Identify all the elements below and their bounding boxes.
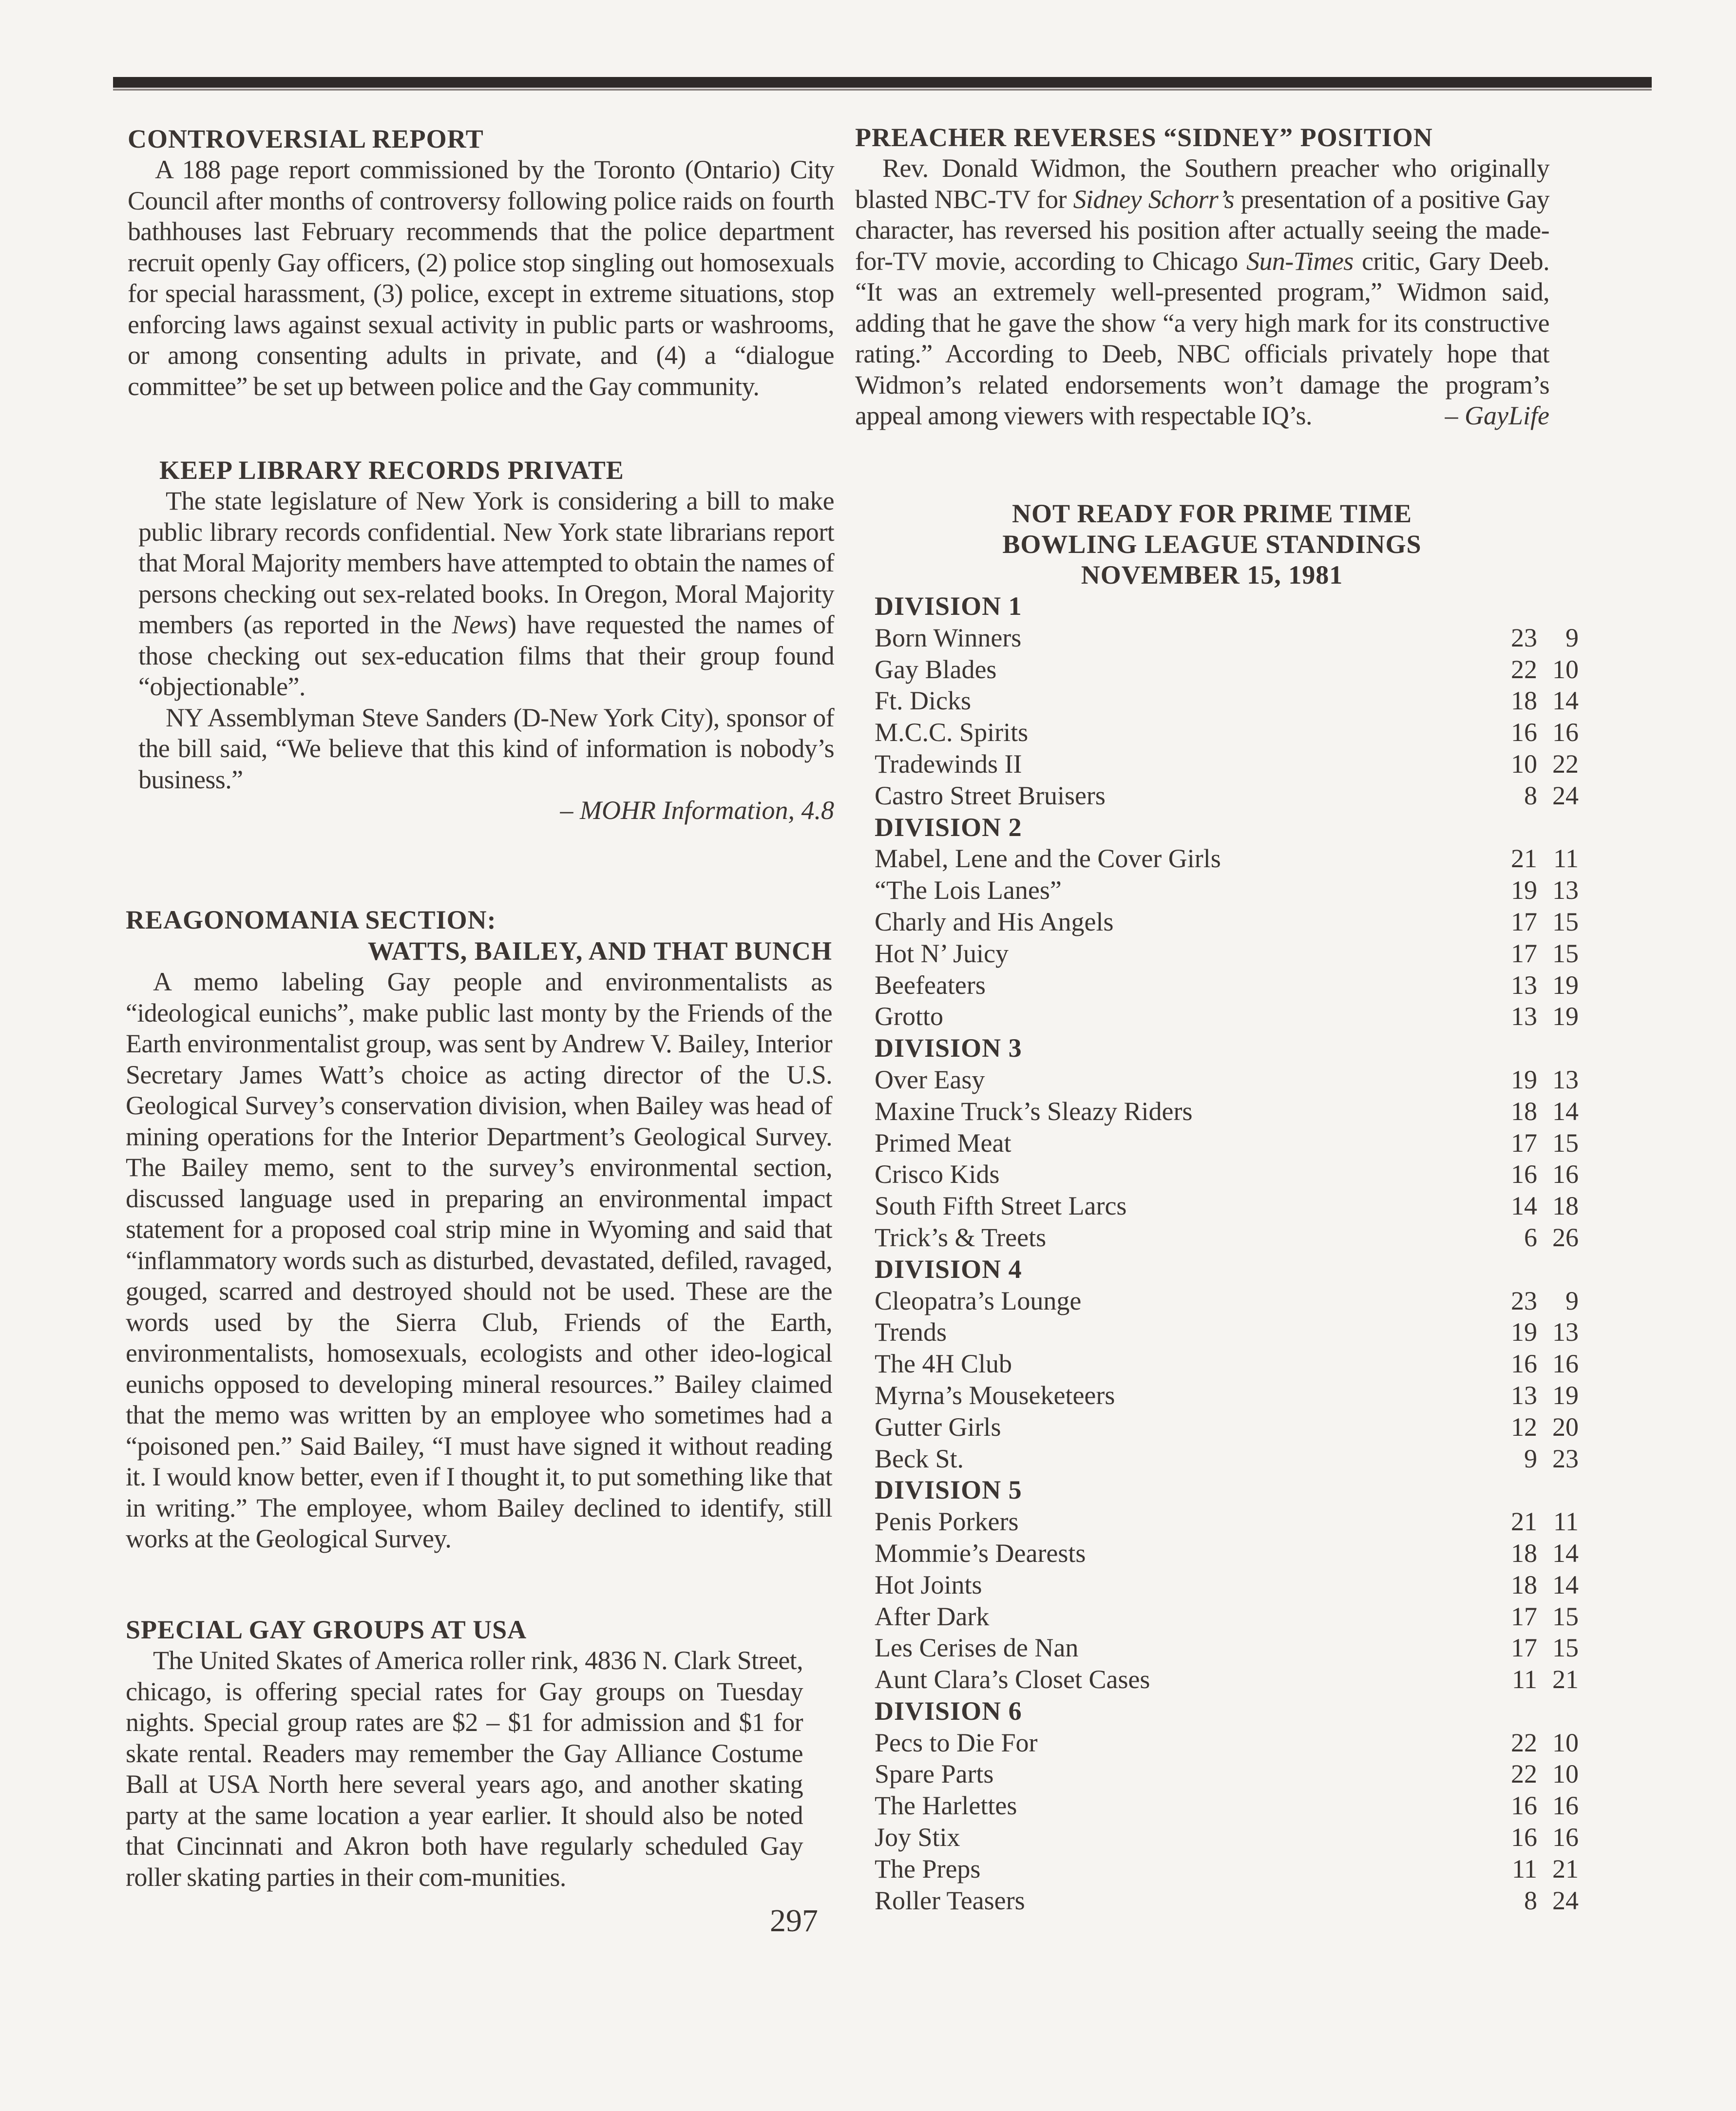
wins: 23 <box>1511 1286 1537 1315</box>
wins: 22 <box>1511 1759 1537 1789</box>
division-heading: DIVISION 1 <box>875 591 1022 621</box>
team-name: Gutter Girls <box>875 1412 1001 1442</box>
top-rule-thin <box>113 89 1652 91</box>
division-heading: DIVISION 6 <box>875 1696 1022 1726</box>
losses: 24 <box>1552 1885 1579 1915</box>
page-number: 297 <box>770 1903 818 1939</box>
losses: 14 <box>1552 1096 1579 1126</box>
wins: 13 <box>1511 1002 1537 1031</box>
losses: 9 <box>1565 1286 1579 1315</box>
wins: 23 <box>1511 623 1537 652</box>
table-row <box>875 1380 1579 1411</box>
wins: 19 <box>1511 875 1537 905</box>
table-row <box>875 1159 1579 1190</box>
text: critic, Gary Deeb. “It was an extremely well-presented program,” Widmon said, adding that he gave the show “a very high mark for its constructive rating.” According to Deeb, NBC officials privately hope that Widmon’s related endorsements won’t damage the program’s appeal among viewers with respectable IQ’s. <box>855 246 1549 430</box>
losses: 21 <box>1552 1854 1579 1883</box>
article-reagonomania <box>126 904 832 1555</box>
division-heading: DIVISION 4 <box>875 1254 1022 1284</box>
article-heading: REAGONOMANIA SECTION: <box>126 905 496 934</box>
wins: 10 <box>1511 749 1537 779</box>
team-name: Ft. Dicks <box>875 686 972 716</box>
standings-table <box>875 590 1579 1916</box>
losses: 15 <box>1552 1128 1579 1158</box>
article-body <box>855 153 1549 432</box>
wins: 14 <box>1511 1191 1537 1221</box>
team-name: Joy Stix <box>875 1823 960 1852</box>
losses: 14 <box>1552 1538 1579 1568</box>
team-name: Myrna’s Mouseketeers <box>875 1380 1115 1410</box>
team-name: After Dark <box>875 1601 990 1631</box>
losses: 14 <box>1552 686 1579 716</box>
article-body: A memo labeling Gay people and environmentalists as “ideological eunichs”, make public last monty by the Friends of the Earth environmentalist group, was sent by Andrew V. Bailey, Interior Secretary James Watt’s choice as acting director of the U.S. Geological Survey’s conservation division, when Bailey was head of mining operations for the Interior Department’s Geological Survey. The Bailey memo, sent to the survey’s environmental section, discussed language used in preparing an environmental impact statement for a proposed coal strip mine in Wyoming and said that “inflammatory words such as disturbed, devastated, defiled, ravaged, gouged, scarred and destroyed should not be used. These are the words used by the Sierra Club, Friends of the Earth, environmentalists, homosexuals, ecologists and other ideo-logical eunichs opposed to developing mineral resources.” Bailey claimed that the memo was written by an employee who sometimes had a “poisoned pen.” Said Bailey, “I must have signed it without reading it. I would know better, even if I thought it, to put something like that in writing.” The employee, whom Bailey declined to identify, still works at the Geological Survey. <box>126 967 832 1553</box>
losses: 26 <box>1552 1222 1579 1252</box>
title-italic: Sidney Schorr’s <box>1073 184 1234 214</box>
table-row <box>875 748 1579 780</box>
article-body <box>128 486 834 703</box>
table-row <box>875 1127 1579 1159</box>
wins: 17 <box>1511 1633 1537 1663</box>
wins: 21 <box>1511 1507 1537 1537</box>
team-name: Penis Porkers <box>875 1507 1019 1537</box>
losses: 14 <box>1552 1570 1579 1599</box>
team-name: Hot Joints <box>875 1570 982 1599</box>
team-name: M.C.C. Spirits <box>875 718 1029 747</box>
wins: 17 <box>1511 1128 1537 1158</box>
article-preacher-reverses <box>855 122 1549 432</box>
losses: 9 <box>1565 623 1579 652</box>
division-heading: DIVISION 3 <box>875 1033 1022 1063</box>
table-row <box>875 1790 1579 1822</box>
wins: 17 <box>1511 1601 1537 1631</box>
team-name: Beck St. <box>875 1444 964 1473</box>
losses: 19 <box>1552 1380 1579 1410</box>
table-row <box>875 875 1579 906</box>
table-row <box>875 970 1579 1001</box>
wins: 6 <box>1524 1222 1537 1252</box>
wins: 19 <box>1511 1317 1537 1347</box>
wins: 12 <box>1511 1412 1537 1442</box>
wins: 13 <box>1511 1380 1537 1410</box>
table-row <box>875 717 1579 748</box>
wins: 18 <box>1511 1096 1537 1126</box>
table-row <box>875 1316 1579 1348</box>
text: ) have requested the names of those checking out sex-education films that their group found “objectionable”. <box>138 610 834 701</box>
team-name: Les Cerises de Nan <box>875 1633 1079 1663</box>
article-special-gay-groups <box>126 1614 832 1893</box>
wins: 18 <box>1511 1570 1537 1599</box>
losses: 15 <box>1552 1633 1579 1663</box>
wins: 13 <box>1511 970 1537 1000</box>
table-row <box>875 1190 1579 1222</box>
table-row <box>875 1001 1579 1032</box>
team-name: Spare Parts <box>875 1759 994 1789</box>
article-heading: PREACHER REVERSES “SIDNEY” POSITION <box>855 123 1433 152</box>
losses: 13 <box>1552 1317 1579 1347</box>
losses: 19 <box>1552 1002 1579 1031</box>
losses: 16 <box>1552 1823 1579 1852</box>
text: The state legislature of New York is considering a bill to make public library records confidential. New York state librarians report that Moral Majority members have attempted to obtain the names of persons checking out sex-related books. In Oregon, Moral Majority members (as reported in the <box>138 486 834 639</box>
team-name: Gay Blades <box>875 654 997 684</box>
attribution: – MOHR Information, 4.8 <box>560 796 834 825</box>
top-rule <box>113 77 1652 88</box>
wins: 11 <box>1512 1854 1537 1883</box>
losses: 11 <box>1553 1507 1579 1537</box>
losses: 13 <box>1552 1065 1579 1094</box>
team-name: Born Winners <box>875 623 1022 652</box>
table-row <box>875 1348 1579 1380</box>
table-row <box>875 1664 1579 1695</box>
losses: 20 <box>1552 1412 1579 1442</box>
team-name: Crisco Kids <box>875 1160 1000 1189</box>
table-row <box>875 1285 1579 1317</box>
table-row <box>875 906 1579 938</box>
team-name: Roller Teasers <box>875 1885 1025 1915</box>
standings-title: BOWLING LEAGUE STANDINGS <box>1002 530 1422 559</box>
losses: 22 <box>1552 749 1579 779</box>
text: presentation of a positive Gay character, has reversed his position after actually seeing the made-for-TV movie, according to Chicago <box>855 184 1550 276</box>
losses: 21 <box>1552 1665 1579 1694</box>
attribution: – GayLife <box>1445 401 1549 430</box>
losses: 16 <box>1552 1160 1579 1189</box>
publication-name: Sun-Times <box>1246 246 1354 276</box>
wins: 8 <box>1524 780 1537 810</box>
table-row <box>875 1601 1579 1633</box>
table-row <box>875 1727 1579 1759</box>
losses: 24 <box>1552 780 1579 810</box>
article-body: A 188 page report commissioned by the Toronto (Ontario) City Council after months of controversy following police raids on fourth bathhouses last February recommends that the police department recruit openly Gay officers, (2) police stop singling out homosexuals for special harassment, (3) police, except in extreme situations, stop enforcing laws against sexual activity in public parts or washrooms, or among consenting adults in private, and (4) a “dialogue committee” be set up between police and the Gay community. <box>128 155 834 401</box>
table-row <box>875 685 1579 717</box>
table-row <box>875 938 1579 970</box>
standings-date: NOVEMBER 15, 1981 <box>1081 560 1343 590</box>
wins: 9 <box>1524 1444 1537 1473</box>
table-row <box>875 1632 1579 1664</box>
wins: 17 <box>1511 907 1537 936</box>
bowling-standings <box>875 498 1579 1916</box>
table-row <box>875 843 1579 875</box>
table-row <box>875 1096 1579 1127</box>
team-name: Grotto <box>875 1002 943 1031</box>
wins: 11 <box>1512 1665 1537 1694</box>
team-name: South Fifth Street Larcs <box>875 1191 1127 1221</box>
wins: 16 <box>1511 1791 1537 1821</box>
losses: 10 <box>1552 654 1579 684</box>
team-name: Castro Street Bruisers <box>875 780 1106 810</box>
losses: 16 <box>1552 1349 1579 1379</box>
table-row <box>875 1506 1579 1538</box>
article-heading: KEEP LIBRARY RECORDS PRIVATE <box>159 456 624 485</box>
losses: 11 <box>1553 844 1579 874</box>
text: Rev. Donald Widmon, the Southern preacher who originally blasted NBC-TV for <box>855 153 1549 214</box>
team-name: Mommie’s Dearests <box>875 1538 1086 1568</box>
table-row <box>875 780 1579 812</box>
losses: 23 <box>1552 1444 1579 1473</box>
standings-title: NOT READY FOR PRIME TIME <box>1011 499 1412 528</box>
losses: 15 <box>1552 1601 1579 1631</box>
team-name: Hot N’ Juicy <box>875 938 1009 968</box>
losses: 19 <box>1552 970 1579 1000</box>
wins: 19 <box>1511 1065 1537 1094</box>
team-name: The Preps <box>875 1854 981 1883</box>
team-name: The 4H Club <box>875 1349 1012 1379</box>
table-row <box>875 654 1579 685</box>
team-name: Beefeaters <box>875 970 986 1000</box>
losses: 10 <box>1552 1728 1579 1757</box>
article-keep-library-records <box>128 455 834 826</box>
wins: 8 <box>1524 1885 1537 1915</box>
team-name: Tradewinds II <box>875 749 1022 779</box>
table-row <box>875 1443 1579 1475</box>
losses: 15 <box>1552 938 1579 968</box>
team-name: Pecs to Die For <box>875 1728 1038 1757</box>
table-row <box>875 1538 1579 1569</box>
losses: 13 <box>1552 875 1579 905</box>
table-row <box>875 1064 1579 1096</box>
article-body: The United Skates of America roller rink, 4836 N. Clark Street, chicago, is offering special rates for Gay groups on Tuesday nights. Special group rates are $2 – $1 for admission and $1 for skate rental. Readers may remember the Gay Alliance Costume Ball at USA North here several years ago, and another skating party at the same location a year earlier. It should also be noted that Cincinnati and Akron both have regularly scheduled Gay roller skating parties in their com-munities. <box>126 1646 803 1892</box>
wins: 22 <box>1511 654 1537 684</box>
team-name: The Harlettes <box>875 1791 1017 1821</box>
publication-name: News <box>452 610 508 639</box>
losses: 16 <box>1552 1791 1579 1821</box>
losses: 18 <box>1552 1191 1579 1221</box>
wins: 16 <box>1511 1349 1537 1379</box>
team-name: Trends <box>875 1317 947 1347</box>
team-name: Maxine Truck’s Sleazy Riders <box>875 1096 1193 1126</box>
team-name: Trick’s & Treets <box>875 1222 1047 1252</box>
losses: 15 <box>1552 907 1579 936</box>
wins: 16 <box>1511 1160 1537 1189</box>
article-heading: SPECIAL GAY GROUPS AT USA <box>126 1615 527 1644</box>
article-heading: CONTROVERSIAL REPORT <box>128 124 484 153</box>
wins: 18 <box>1511 1538 1537 1568</box>
team-name: Cleopatra’s Lounge <box>875 1286 1082 1315</box>
table-row <box>875 1853 1579 1885</box>
table-row <box>875 1569 1579 1601</box>
team-name: Primed Meat <box>875 1128 1011 1158</box>
article-subheading: WATTS, BAILEY, AND THAT BUNCH <box>367 936 832 966</box>
wins: 17 <box>1511 938 1537 968</box>
wins: 18 <box>1511 686 1537 716</box>
article-controversial-report <box>128 123 834 402</box>
team-name: Over Easy <box>875 1065 985 1094</box>
losses: 10 <box>1552 1759 1579 1789</box>
table-row <box>875 1822 1579 1853</box>
wins: 22 <box>1511 1728 1537 1757</box>
wins: 16 <box>1511 1823 1537 1852</box>
team-name: “The Lois Lanes” <box>875 875 1062 905</box>
article-body: NY Assemblyman Steve Sanders (D-New York City), sponsor of the bill said, “We believe that this kind of information is nobody’s business.” <box>138 703 834 794</box>
wins: 16 <box>1511 718 1537 747</box>
table-row <box>875 622 1579 654</box>
table-row <box>875 1411 1579 1443</box>
team-name: Aunt Clara’s Closet Cases <box>875 1665 1150 1694</box>
table-row <box>875 1758 1579 1790</box>
team-name: Charly and His Angels <box>875 907 1114 936</box>
losses: 16 <box>1552 718 1579 747</box>
table-row <box>875 1885 1579 1917</box>
table-row <box>875 1222 1579 1254</box>
division-heading: DIVISION 2 <box>875 812 1022 842</box>
wins: 21 <box>1511 844 1537 874</box>
team-name: Mabel, Lene and the Cover Girls <box>875 844 1221 874</box>
division-heading: DIVISION 5 <box>875 1475 1022 1505</box>
